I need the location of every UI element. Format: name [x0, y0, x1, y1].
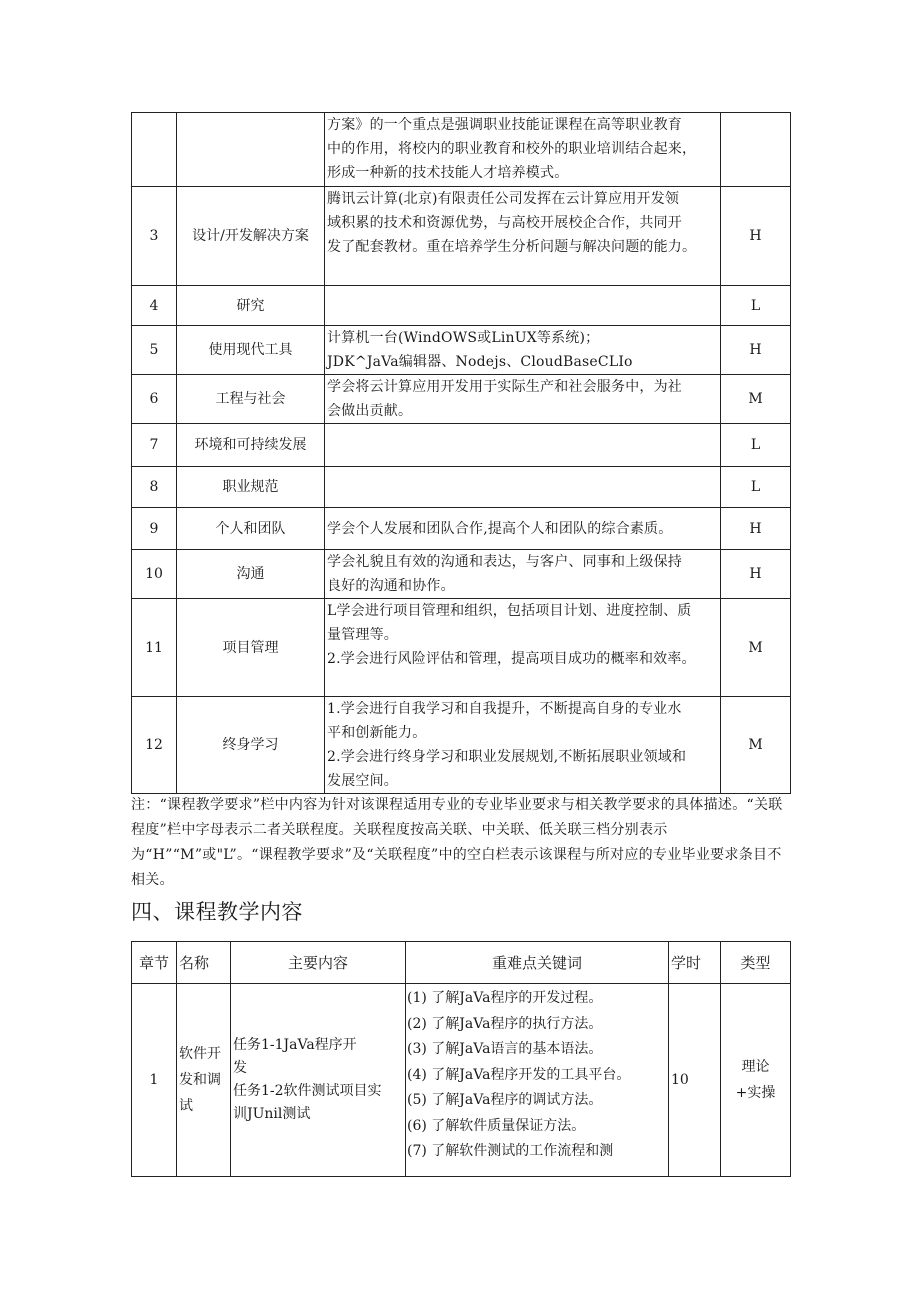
requirement-name: 使用现代工具	[177, 326, 325, 375]
requirement-name	[177, 113, 325, 187]
relevance-level: L	[721, 286, 791, 326]
requirement-description	[325, 424, 721, 467]
section-title: 四、课程教学内容	[131, 900, 303, 924]
row-number: 3	[132, 187, 177, 286]
desc-line: JDK^JaVa编辑器、Nodejs、CloudBaseCLIo	[327, 354, 633, 370]
requirement-description	[325, 599, 721, 697]
table-row	[132, 508, 791, 550]
desc-line: 量管理等。	[327, 627, 398, 643]
keywords-list	[406, 984, 669, 1177]
row-number: 5	[132, 326, 177, 375]
row-number: 7	[132, 424, 177, 467]
chapter-number: 1	[132, 984, 177, 1177]
header-name: 名称	[177, 942, 231, 984]
row-number: 8	[132, 467, 177, 508]
row-number: 4	[132, 286, 177, 326]
table-row	[132, 326, 791, 375]
requirement-name: 研究	[177, 286, 325, 326]
desc-line: 学会将云计算应用开发用于实际生产和社会服务中，为社	[327, 379, 682, 395]
requirement-name: 环境和可持续发展	[177, 424, 325, 467]
requirement-description	[325, 113, 721, 187]
desc-line: 中的作用，将校内的职业教育和校外的职业培训结合起来，	[327, 141, 697, 157]
row-number: 10	[132, 550, 177, 599]
desc-line: 良好的沟通和协作。	[327, 578, 455, 594]
requirement-description	[325, 550, 721, 599]
table-row	[132, 286, 791, 326]
requirement-description	[325, 508, 721, 550]
content-line: 发	[233, 1060, 247, 1076]
keyword-item: (4) 了解JaVa程序开发的工具平台。	[407, 1066, 631, 1083]
table-row	[132, 424, 791, 467]
requirement-name: 沟通	[177, 550, 325, 599]
desc-line: 学会个人发展和团队合作,提高个人和团队的综合素质。	[327, 520, 673, 537]
desc-line: 计算机一台(WindOWS或LinUX等系统)；	[327, 330, 600, 346]
table-row	[132, 113, 791, 187]
row-number: 11	[132, 599, 177, 697]
table-row	[132, 984, 791, 1177]
relevance-level: M	[721, 599, 791, 697]
desc-line: 域积累的技术和资源优势，与高校开展校企合作，共同开	[327, 215, 682, 231]
keyword-item: (3) 了解JaVa语言的基本语法。	[407, 1041, 603, 1057]
requirement-name: 个人和团队	[177, 508, 325, 550]
requirement-name: 工程与社会	[177, 375, 325, 424]
row-number: 6	[132, 375, 177, 424]
keyword-item: (6) 了解软件质量保证方法。	[407, 1117, 586, 1134]
requirement-description	[325, 467, 721, 508]
requirement-description	[325, 286, 721, 326]
keyword-item: (7) 了解软件测试的工作流程和测	[407, 1143, 614, 1159]
course-content-table	[131, 941, 791, 1177]
relevance-level	[721, 113, 791, 187]
content-line: 训JUnil测试	[233, 1106, 311, 1122]
keyword-item: (1) 了解JaVa程序的开发过程。	[407, 990, 603, 1006]
keyword-item: (5) 了解JaVa程序的调试方法。	[407, 1092, 603, 1108]
table-row	[132, 599, 791, 697]
requirement-name: 设计/开发解决方案	[177, 187, 325, 286]
requirement-name: 终身学习	[177, 697, 325, 794]
row-number: 9	[132, 508, 177, 550]
table-row	[132, 697, 791, 794]
desc-line: 2.学会进行终身学习和职业发展规划,不断拓展职业领域和	[327, 749, 687, 765]
requirement-description	[325, 697, 721, 794]
desc-line: 平和创新能力。	[327, 725, 427, 741]
header-chapter: 章节	[132, 942, 177, 984]
keyword-item: (2) 了解JaVa程序的执行方法。	[407, 1015, 603, 1032]
chapter-name: 软件开发和调试	[177, 984, 231, 1177]
table-row	[132, 375, 791, 424]
requirement-description	[325, 187, 721, 286]
relevance-level: H	[721, 326, 791, 375]
desc-line: 发了配套教材。重在培养学生分析问题与解决问题的能力。	[327, 239, 697, 255]
relevance-level: L	[721, 424, 791, 467]
desc-line: 2.学会进行风险评估和管理，提高项目成功的概率和效率。	[327, 651, 696, 667]
course-type: 理论+实操	[721, 984, 791, 1177]
content-line: 任务1-1JaVa程序开	[233, 1037, 357, 1053]
table-row	[132, 550, 791, 599]
desc-line: 腾讯云计算(北京)有限责任公司发挥在云计算应用开发领	[327, 191, 680, 207]
main-content	[231, 984, 406, 1177]
header-main-content: 主要内容	[231, 942, 406, 984]
content-line: 任务1-2软件测试项目实	[233, 1083, 382, 1099]
desc-line: 形成一种新的技术技能人才培养模式。	[327, 165, 569, 181]
requirement-name: 职业规范	[177, 467, 325, 508]
table-header-row	[132, 942, 791, 984]
hours: 10	[669, 984, 721, 1177]
desc-line: 方案》的一个重点是强调职业技能证课程在高等职业教育	[327, 117, 682, 133]
relevance-level: M	[721, 375, 791, 424]
requirements-table	[131, 112, 791, 794]
table-row	[132, 467, 791, 508]
relevance-level: H	[721, 550, 791, 599]
desc-line: 1.学会进行自我学习和自我提升，不断提高自身的专业水	[327, 701, 682, 717]
row-number: 12	[132, 697, 177, 794]
relevance-level: H	[721, 187, 791, 286]
desc-line: 学会礼貌且有效的沟通和表达，与客户、同事和上级保持	[327, 554, 682, 570]
row-number	[132, 113, 177, 187]
requirement-name: 项目管理	[177, 599, 325, 697]
relevance-level: L	[721, 467, 791, 508]
header-type: 类型	[721, 942, 791, 984]
table-note: 注：“课程教学要求”栏中内容为针对该课程适用专业的专业毕业要求与相关教学要求的具体描述。“关联程度”栏中字母表示二者关联程度。关联程度按高关联、中关联、低关联三档分别表示为“H”“M”或"L”。“课程教学要求”及“关联程度”中的空白栏表示该课程与所对应的专业毕业要求条目不相关。	[131, 797, 783, 888]
relevance-level: H	[721, 508, 791, 550]
requirement-description	[325, 326, 721, 375]
header-keywords: 重难点关键词	[406, 942, 669, 984]
desc-line: 会做出贡献。	[327, 403, 413, 419]
desc-line: 发展空间。	[327, 773, 398, 789]
table-row	[132, 187, 791, 286]
desc-line: L学会进行项目管理和组织，包括项目计划、进度控制、质	[327, 603, 692, 619]
requirement-description	[325, 375, 721, 424]
header-hours: 学时	[669, 942, 721, 984]
relevance-level: M	[721, 697, 791, 794]
